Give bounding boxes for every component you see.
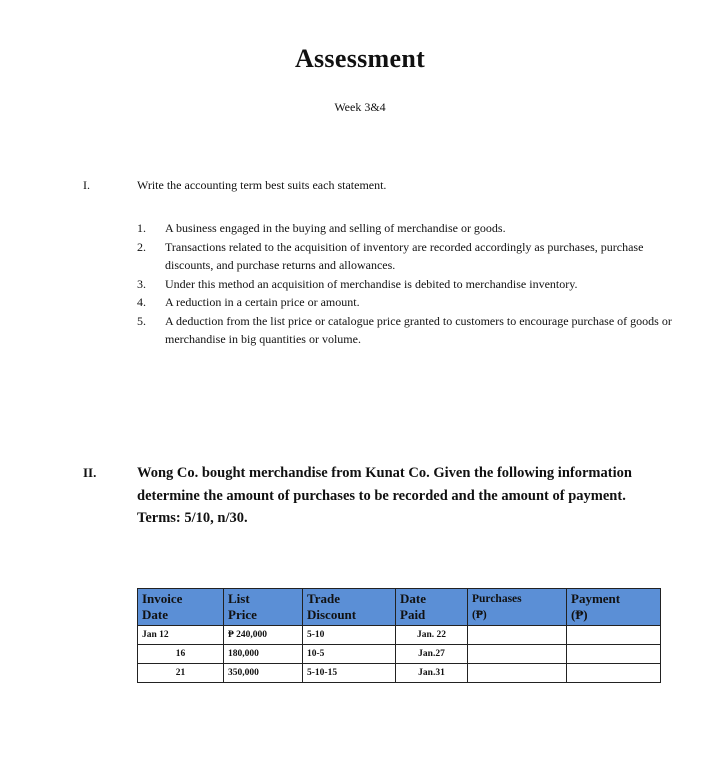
cell-purchases-answer[interactable] <box>468 626 567 645</box>
cell-date-paid: Jan. 22 <box>396 626 468 645</box>
item-text: A deduction from the list price or catalogue price granted to customers to encourage purchase of goods or merchandise in big quantities or volume. <box>165 313 672 346</box>
cell-list-price: ₱ 240,000 <box>224 626 303 645</box>
transactions-table <box>137 588 661 683</box>
list-item <box>137 238 677 275</box>
part2-problem-text: Wong Co. bought merchandise from Kunat Co. Given the following information determine the amount of purchases to be recorded and the amount of payment. Terms: 5/10, n/30. <box>137 465 632 526</box>
table-row <box>138 645 661 664</box>
cell-payment-answer[interactable] <box>567 664 661 683</box>
cell-date-paid: Jan.27 <box>396 645 468 664</box>
header-payment: Payment (₱) <box>567 589 661 626</box>
header-purchases: Purchases (₱) <box>468 589 567 626</box>
item-number: 1. <box>137 221 146 235</box>
table-header-row <box>138 589 661 626</box>
cell-purchases-answer[interactable] <box>468 645 567 664</box>
cell-invoice-date: Jan 12 <box>138 626 224 645</box>
table-row <box>138 626 661 645</box>
table-row <box>138 664 661 683</box>
header-invoice-date: Invoice Date <box>138 589 224 626</box>
header-trade-discount: Trade Discount <box>303 589 396 626</box>
cell-date-paid: Jan.31 <box>396 664 468 683</box>
item-number: 5. <box>137 313 146 328</box>
list-item <box>137 312 677 349</box>
cell-payment-answer[interactable] <box>567 626 661 645</box>
part2-numeral: II. <box>83 465 97 480</box>
item-text: Under this method an acquisition of merchandise is debited to merchandise inventory. <box>165 276 578 291</box>
item-text: A reduction in a certain price or amount. <box>165 295 360 309</box>
list-item <box>137 219 677 238</box>
cell-trade-discount: 5-10 <box>303 626 396 645</box>
item-number: 2. <box>137 239 146 254</box>
part1-instruction: Write the accounting term best suits each statement. <box>137 178 387 192</box>
list-item <box>137 293 677 312</box>
cell-invoice-date: 21 <box>138 664 224 683</box>
cell-list-price: 350,000 <box>224 664 303 683</box>
page-title: Assessment <box>294 44 426 73</box>
item-text: A business engaged in the buying and selling of merchandise or goods. <box>165 221 506 235</box>
header-date-paid: Date Paid <box>396 589 468 626</box>
item-text: Transactions related to the acquisition of inventory are recorded accordingly as purchases, purchase discounts, and purchase returns and allowances. <box>165 239 644 272</box>
page-subtitle: Week 3&4 <box>334 100 386 114</box>
cell-purchases-answer[interactable] <box>468 664 567 683</box>
item-number: 3. <box>137 276 146 291</box>
list-item <box>137 275 677 294</box>
cell-trade-discount: 5-10-15 <box>303 664 396 683</box>
header-list-price: List Price <box>224 589 303 626</box>
cell-payment-answer[interactable] <box>567 645 661 664</box>
cell-trade-discount: 10-5 <box>303 645 396 664</box>
part1-item-list <box>137 219 677 349</box>
item-number: 4. <box>137 295 146 309</box>
cell-list-price: 180,000 <box>224 645 303 664</box>
cell-invoice-date: 16 <box>138 645 224 664</box>
part1-numeral: I. <box>83 178 90 192</box>
